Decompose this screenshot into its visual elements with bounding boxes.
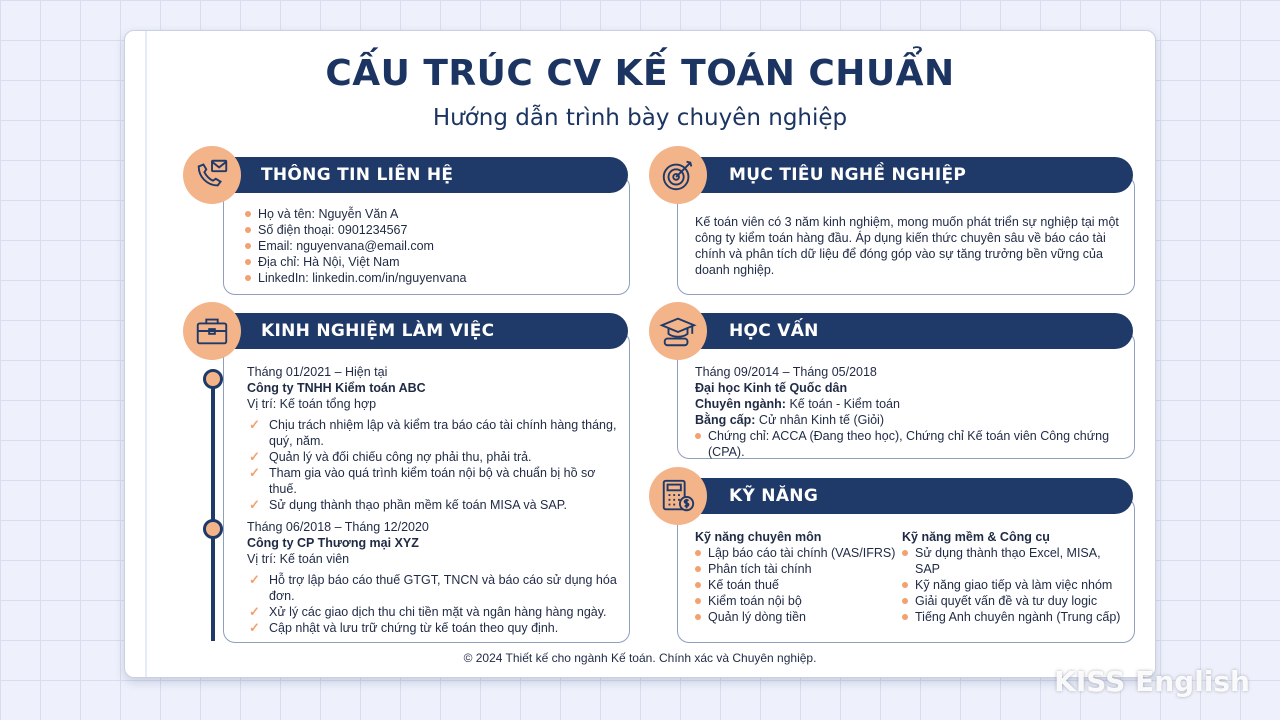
- education-body: [695, 364, 1125, 460]
- contact-item: Họ và tên: Nguyễn Văn A: [245, 206, 615, 222]
- education-degree: [695, 412, 1125, 428]
- skill-item: Quản lý dòng tiền: [695, 609, 905, 625]
- contact-item: Địa chỉ: Hà Nội, Việt Nam: [245, 254, 615, 270]
- job-position: Vị trí: Kế toán viên: [247, 552, 350, 566]
- education-major-value: Kế toán - Kiểm toán: [785, 397, 900, 411]
- job-entry: [247, 519, 622, 636]
- skills-hard-list: [695, 545, 905, 625]
- briefcase-icon: [183, 302, 241, 360]
- education-degree-value: Cử nhân Kinh tế (Giỏi): [755, 413, 885, 427]
- job-duty: ✓ Hỗ trợ lập báo cáo thuế GTGT, TNCN và báo cáo sử dụng hóa đơn.: [247, 572, 622, 604]
- job-duties: [247, 417, 617, 513]
- experience-heading: [223, 313, 628, 349]
- education-school: Đại học Kinh tế Quốc dân: [695, 381, 848, 395]
- education-heading: [677, 313, 1133, 349]
- experience-heading-text: KINH NGHIỆM LÀM VIỆC: [261, 321, 495, 341]
- job-duty: ✓ Cập nhật và lưu trữ chứng từ kế toán theo quy định.: [247, 620, 622, 636]
- target-icon: [649, 146, 707, 204]
- graduation-cap-icon: [649, 302, 707, 360]
- contact-heading-text: THÔNG TIN LIÊN HỆ: [261, 165, 454, 185]
- skill-item: Kế toán thuế: [695, 577, 905, 593]
- skills-heading-text: KỸ NĂNG: [729, 486, 819, 506]
- skill-item: Giải quyết vấn đề và tư duy logic: [902, 593, 1127, 609]
- page-footer: © 2024 Thiết kế cho ngành Kế toán. Chính xác và Chuyên nghiệp.: [463, 651, 817, 665]
- contact-list: [245, 206, 615, 286]
- skills-hard-title: Kỹ năng chuyên môn: [695, 530, 822, 544]
- timeline-dot: [203, 369, 223, 389]
- contact-item: LinkedIn: linkedin.com/in/nguyenvana: [245, 270, 615, 286]
- skills-soft-title: Kỹ năng mềm & Công cụ: [902, 530, 1050, 544]
- phone-mail-icon: [183, 146, 241, 204]
- objective-text: Kế toán viên có 3 năm kinh nghiệm, mong muốn phát triển sự nghiệp tại một công ty kiểm toán hàng đầu. Áp dụng kiến thức chuyên sâu về báo cáo tài chính và phân tích dữ liệu để đóng góp vào sự tăng trưởng bền vững của doanh nghiệp.: [695, 215, 1119, 277]
- skills-soft: [902, 529, 1127, 625]
- contact-list-wrap: [245, 206, 615, 286]
- cv-sheet: [124, 30, 1156, 678]
- job-duty: ✓ Quản lý và đối chiếu công nợ phải thu, phải trả.: [247, 449, 617, 465]
- job-duty: ✓ Xử lý các giao dịch thu chi tiền mặt và ngân hàng hàng ngày.: [247, 604, 622, 620]
- skill-item: Tiếng Anh chuyên ngành (Trung cấp): [902, 609, 1127, 625]
- job-entry: [247, 364, 617, 513]
- education-period: Tháng 09/2014 – Tháng 05/2018: [695, 365, 877, 379]
- job-period: Tháng 01/2021 – Hiện tại: [247, 365, 388, 379]
- contact-heading: [223, 157, 628, 193]
- watermark: KISS English: [1054, 665, 1250, 698]
- skills-hard: [695, 529, 905, 625]
- timeline-dot: [203, 519, 223, 539]
- job-company: Công ty CP Thương mại XYZ: [247, 536, 419, 550]
- skill-item: Kiểm toán nội bộ: [695, 593, 905, 609]
- job-duty: ✓ Tham gia vào quá trình kiểm toán nội bộ và chuẩn bị hồ sơ thuế.: [247, 465, 617, 497]
- education-heading-text: HỌC VẤN: [729, 321, 819, 341]
- education-major-label: Chuyên ngành:: [695, 397, 786, 411]
- objective-heading-text: MỤC TIÊU NGHỀ NGHIỆP: [729, 165, 967, 185]
- job-duty: ✓ Chịu trách nhiệm lập và kiểm tra báo cáo tài chính hàng tháng, quý, năm.: [247, 417, 617, 449]
- contact-item: Email: nguyenvana@email.com: [245, 238, 615, 254]
- skill-item: Sử dụng thành thạo Excel, MISA, SAP: [902, 545, 1127, 577]
- job-company: Công ty TNHH Kiểm toán ABC: [247, 381, 426, 395]
- skill-item: Phân tích tài chính: [695, 561, 905, 577]
- job-duties: [247, 572, 622, 636]
- education-certs: [695, 428, 1125, 460]
- contact-item: Số điện thoại: 0901234567: [245, 222, 615, 238]
- job-position: Vị trí: Kế toán tổng hợp: [247, 397, 377, 411]
- education-cert: Chứng chỉ: ACCA (Đang theo học), Chứng chỉ Kế toán viên Công chứng (CPA).: [695, 428, 1125, 460]
- objective-heading: [677, 157, 1133, 193]
- skills-soft-list: [902, 545, 1127, 625]
- experience-timeline: [211, 376, 215, 641]
- page-title: CẤU TRÚC CV KẾ TOÁN CHUẨN: [325, 53, 955, 94]
- page-subtitle: Hướng dẫn trình bày chuyên nghiệp: [432, 105, 848, 131]
- education-degree-label: Bằng cấp:: [695, 413, 756, 427]
- job-duty: ✓ Sử dụng thành thạo phần mềm kế toán MISA và SAP.: [247, 497, 617, 513]
- skill-item: Kỹ năng giao tiếp và làm việc nhóm: [902, 577, 1127, 593]
- education-major: [695, 396, 1125, 412]
- job-period: Tháng 06/2018 – Tháng 12/2020: [247, 520, 429, 534]
- calculator-icon: [649, 467, 707, 525]
- skills-heading: [677, 478, 1133, 514]
- skill-item: Lập báo cáo tài chính (VAS/IFRS): [695, 545, 905, 561]
